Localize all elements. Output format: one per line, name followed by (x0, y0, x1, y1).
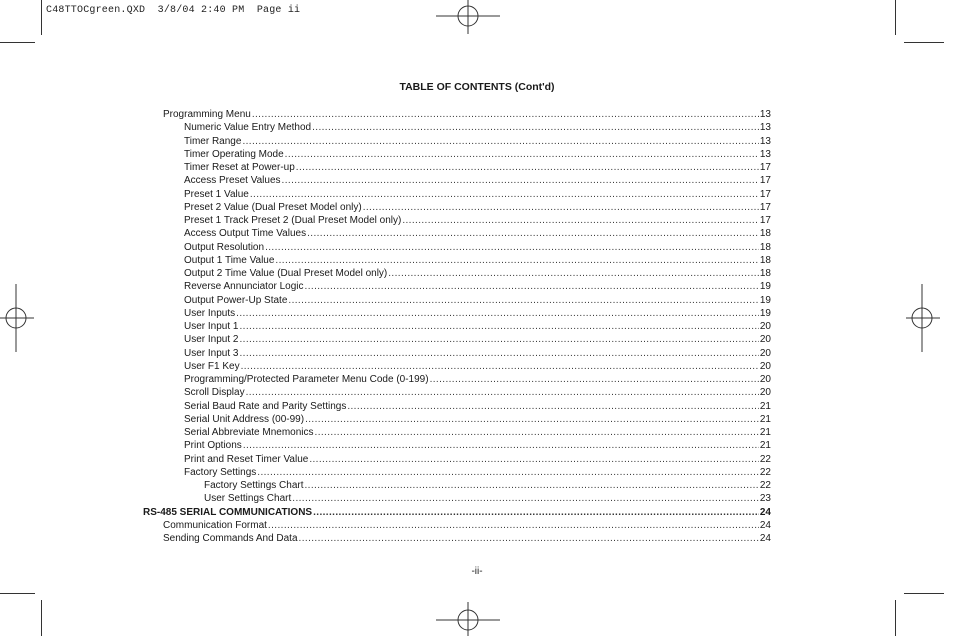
toc-entry (184, 360, 771, 373)
crop-mark (895, 600, 896, 636)
toc-entry-page: 17 (759, 162, 771, 173)
toc-entry-page: 17 (759, 189, 771, 200)
toc-entry-page: 18 (759, 242, 771, 253)
toc-leader-dots (285, 148, 759, 161)
toc-entry-label: Timer Reset at Power-up (184, 162, 295, 173)
toc-entry-label: User Settings Chart (204, 493, 292, 504)
toc-entry-page: 13 (759, 109, 771, 120)
toc-entry-page: 21 (759, 414, 771, 425)
toc-entry-label: Output 1 Time Value (184, 255, 275, 266)
toc-entry-label: Factory Settings Chart (204, 480, 304, 491)
toc-entry (184, 121, 771, 134)
toc-leader-dots (305, 280, 759, 293)
toc-entry (204, 492, 771, 505)
toc-entry-page: 19 (759, 295, 771, 306)
toc-entry (184, 333, 771, 346)
toc-entry-page: 17 (759, 175, 771, 186)
toc-entry-label: Reverse Annunciator Logic (184, 281, 304, 292)
toc-entry (184, 201, 771, 214)
toc-entry (184, 148, 771, 161)
toc-entry-page: 20 (759, 321, 771, 332)
toc-entry-page: 13 (759, 149, 771, 160)
toc-leader-dots (307, 227, 759, 240)
toc-entry-page: 22 (759, 467, 771, 478)
toc-leader-dots (257, 466, 759, 479)
toc-entry-page: 24 (759, 520, 771, 531)
toc-entry-page: 13 (759, 136, 771, 147)
toc-entry-label: Numeric Value Entry Method (184, 122, 312, 133)
toc-entry-page: 20 (759, 361, 771, 372)
toc-entry (184, 227, 771, 240)
toc-entry-label: Programming/Protected Parameter Menu Code (0-199) (184, 374, 429, 385)
toc-entry-page: 13 (759, 122, 771, 133)
toc-entry-label: User Input 3 (184, 348, 239, 359)
toc-entry-label: Preset 1 Track Preset 2 (Dual Preset Model only) (184, 215, 402, 226)
toc-entry-label: Serial Abbreviate Mnemonics (184, 427, 314, 438)
toc-entry-label: Factory Settings (184, 467, 257, 478)
registration-mark-bottom (436, 602, 500, 636)
toc-entry (184, 347, 771, 360)
toc-entry (163, 108, 771, 121)
toc-entry (184, 174, 771, 187)
toc-entry-page: 24 (759, 533, 771, 544)
toc-entry-page: 24 (759, 507, 771, 518)
toc-entry-page: 22 (759, 480, 771, 491)
toc-leader-dots (241, 360, 759, 373)
toc-entry-page: 17 (759, 215, 771, 226)
toc-entry (184, 439, 771, 452)
toc-leader-dots (236, 307, 759, 320)
toc-entry-page: 18 (759, 255, 771, 266)
toc-entry-page: 20 (759, 334, 771, 345)
file-slug-line: C48TTOCgreen.QXD 3/8/04 2:40 PM Page ii (46, 5, 301, 16)
toc-leader-dots (430, 373, 759, 386)
toc-title: TABLE OF CONTENTS (Cont'd) (399, 81, 555, 93)
toc-leader-dots (243, 439, 759, 452)
toc-entry (184, 254, 771, 267)
toc-leader-dots (239, 347, 758, 360)
toc-leader-dots (250, 188, 759, 201)
toc-entry-label: Serial Baud Rate and Parity Settings (184, 401, 347, 412)
toc-leader-dots (252, 108, 759, 121)
toc-entry (184, 161, 771, 174)
toc-entry-page: 19 (759, 281, 771, 292)
toc-entry-label: Preset 1 Value (184, 189, 249, 200)
toc-entry-page: 19 (759, 308, 771, 319)
toc-entry-label: Programming Menu (163, 109, 251, 120)
toc-entry-label: Output Resolution (184, 242, 265, 253)
toc-entry-page: 21 (759, 427, 771, 438)
crop-mark (0, 593, 35, 594)
toc-leader-dots (275, 254, 758, 267)
toc-entry-label: Preset 2 Value (Dual Preset Model only) (184, 202, 362, 213)
toc-leader-dots (242, 135, 758, 148)
toc-leader-dots (347, 400, 759, 413)
toc-entry (184, 280, 771, 293)
page-number-footer: -ii- (471, 566, 483, 577)
toc-leader-dots (292, 492, 759, 505)
toc-entry-label: Timer Operating Mode (184, 149, 284, 160)
toc-entry-page: 21 (759, 401, 771, 412)
toc-entry-label: RS-485 SERIAL COMMUNICATIONS (143, 507, 313, 518)
toc-entry (184, 453, 771, 466)
toc-entry-page: 17 (759, 202, 771, 213)
toc-entry-label: Output 2 Time Value (Dual Preset Model only) (184, 268, 388, 279)
registration-mark-top (436, 0, 500, 34)
toc-entry-page: 22 (759, 454, 771, 465)
toc-entry (184, 320, 771, 333)
toc-leader-dots (288, 294, 758, 307)
toc-leader-dots (239, 333, 758, 346)
toc-entry-label: Sending Commands And Data (163, 533, 298, 544)
toc-entry-page: 21 (759, 440, 771, 451)
crop-mark (904, 42, 944, 43)
toc-leader-dots (402, 214, 759, 227)
toc-entry-label: User Inputs (184, 308, 236, 319)
toc-entry-label: Print and Reset Timer Value (184, 454, 309, 465)
toc-entry (184, 307, 771, 320)
toc-entry-label: Access Output Time Values (184, 228, 307, 239)
toc-entry-page: 18 (759, 268, 771, 279)
toc-entry (184, 241, 771, 254)
toc-entry-page: 23 (759, 493, 771, 504)
toc-entry-label: Serial Unit Address (00-99) (184, 414, 305, 425)
toc-entry-label: Print Options (184, 440, 242, 451)
toc-entry (184, 413, 771, 426)
registration-mark-right (904, 284, 940, 352)
crop-mark (41, 600, 42, 636)
crop-mark (41, 0, 42, 35)
crop-mark (895, 0, 896, 35)
toc-entry (204, 479, 771, 492)
toc-entry-page: 20 (759, 348, 771, 359)
toc-leader-dots (313, 506, 759, 519)
toc-leader-dots (304, 479, 758, 492)
toc-entry (184, 373, 771, 386)
toc-entry-label: User Input 1 (184, 321, 239, 332)
toc-entry (184, 214, 771, 227)
toc-entry-label: Scroll Display (184, 387, 245, 398)
toc-entry (163, 532, 771, 545)
toc-leader-dots (309, 453, 759, 466)
toc-leader-dots (299, 532, 759, 545)
toc-entry (184, 466, 771, 479)
toc-leader-dots (388, 267, 759, 280)
toc-entry-label: Access Preset Values (184, 175, 281, 186)
toc-entry-label: Communication Format (163, 520, 267, 531)
crop-mark (0, 42, 35, 43)
toc-leader-dots (312, 121, 759, 134)
toc-entry-label: User F1 Key (184, 361, 240, 372)
toc-leader-dots (305, 413, 759, 426)
toc-entry (184, 267, 771, 280)
toc-leader-dots (268, 519, 759, 532)
toc-leader-dots (265, 241, 759, 254)
toc-entry-label: User Input 2 (184, 334, 239, 345)
crop-mark (904, 593, 944, 594)
toc-entry (163, 519, 771, 532)
toc-entry-page: 18 (759, 228, 771, 239)
toc-entry (184, 386, 771, 399)
toc-leader-dots (363, 201, 759, 214)
toc-leader-dots (239, 320, 758, 333)
toc-entry (184, 294, 771, 307)
toc-entry (184, 400, 771, 413)
registration-mark-left (0, 284, 34, 352)
toc-leader-dots (282, 174, 759, 187)
toc-entry-label: Output Power-Up State (184, 295, 288, 306)
toc-entry-page: 20 (759, 387, 771, 398)
toc-entry (184, 135, 771, 148)
toc-leader-dots (246, 386, 759, 399)
toc-entry (143, 506, 771, 519)
toc-entry (184, 188, 771, 201)
toc-entry-page: 20 (759, 374, 771, 385)
toc-entry (184, 426, 771, 439)
toc-leader-dots (296, 161, 759, 174)
toc-entry-label: Timer Range (184, 136, 242, 147)
toc-leader-dots (315, 426, 759, 439)
